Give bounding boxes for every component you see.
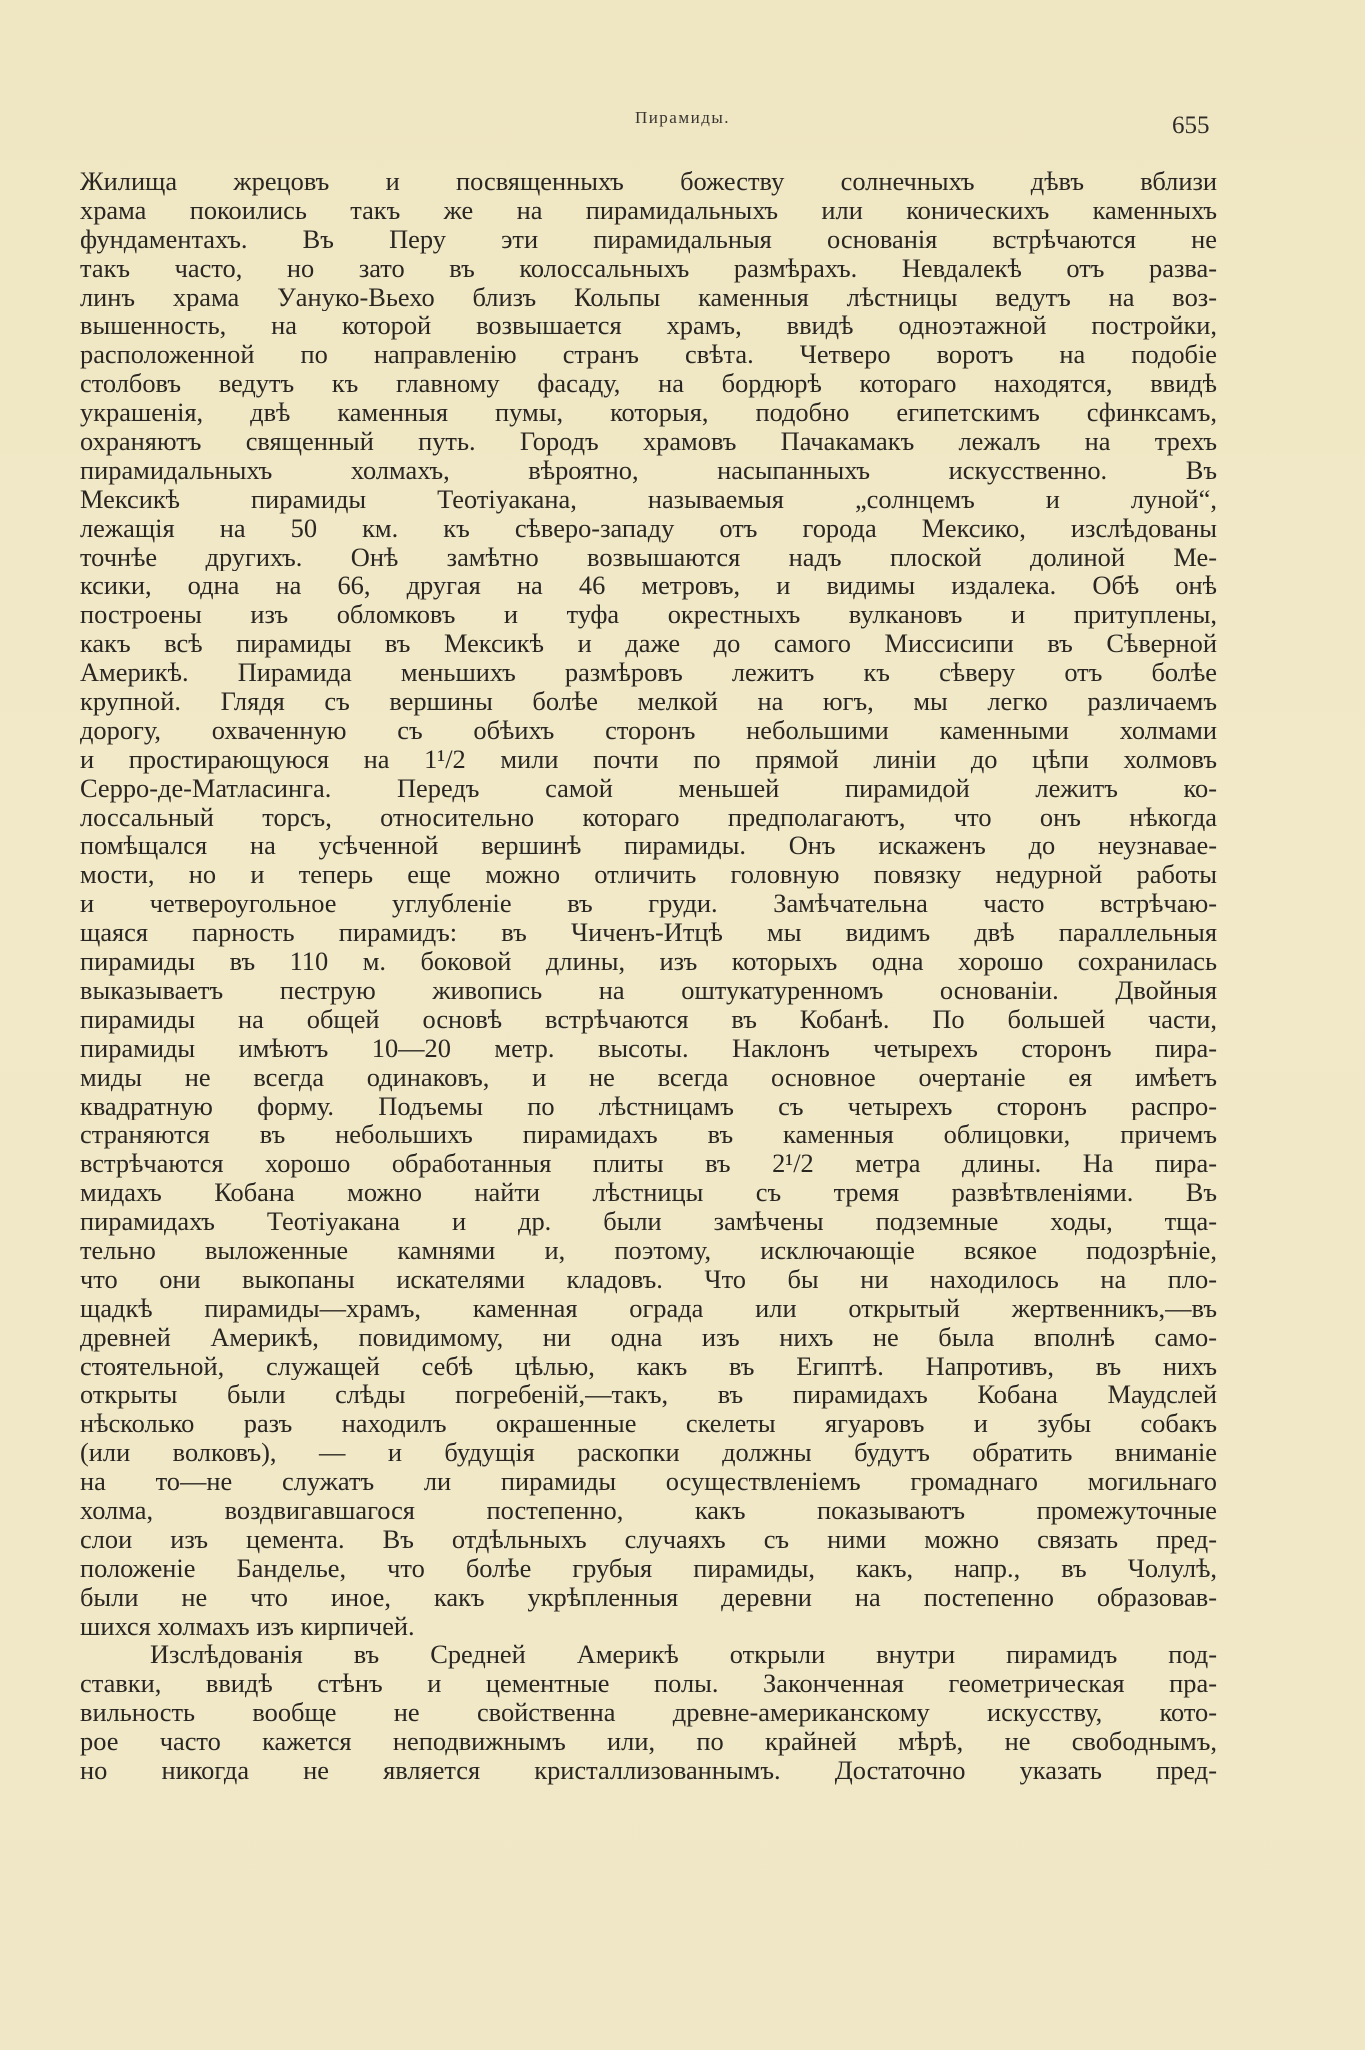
text-line: шихся холмахъ изъ кирпичей. (80, 1611, 415, 1641)
text-line: Серро-де-Матласинга. Передъ самой меньшей пирамидой лежитъ ко- (80, 773, 1217, 803)
text-line: стоятельной, служащей себѣ цѣлью, какъ въ Египтѣ. Напротивъ, въ нихъ (80, 1351, 1217, 1381)
text-line: Америкѣ. Пирамида меньшихъ размѣровъ лежитъ къ сѣверу отъ болѣе (80, 658, 1217, 688)
body-text (80, 167, 1217, 1785)
text-line: какъ всѣ пирамиды въ Мексикѣ и даже до самого Миссисипи въ Сѣверной (80, 629, 1217, 659)
text-line: положеніе Банделье, что болѣе грубыя пирамиды, какъ, напр., въ Чолулѣ, (80, 1553, 1217, 1583)
text-line: (или волковъ), — и будущія раскопки должны будутъ обратить вниманіе (80, 1438, 1217, 1468)
text-line: нѣсколько разъ находилъ окрашенные скелеты ягуаровъ и зубы собакъ (80, 1409, 1217, 1439)
text-line: Жилища жрецовъ и посвященныхъ божеству солнечныхъ дѣвъ вблизи (80, 167, 1217, 196)
text-line: слои изъ цемента. Въ отдѣльныхъ случаяхъ съ ними можно связать пред- (80, 1524, 1217, 1554)
text-line: пирамиды на общей основѣ встрѣчаются въ Кобанѣ. По большей части, (80, 1004, 1217, 1034)
text-line: лоссальный торсъ, относительно котораго предполагаютъ, что онъ нѣкогда (80, 802, 1217, 832)
text-line: вышенность, на которой возвышается храмъ, ввидѣ одноэтажной постройки, (80, 311, 1217, 341)
text-line: встрѣчаются хорошо обработанныя плиты въ 2¹/2 метра длины. На пира- (80, 1149, 1217, 1179)
text-line: ксики, одна на 66, другая на 46 метровъ, и видимы издалека. Обѣ онѣ (80, 571, 1217, 601)
running-title: Пирамиды. (634, 108, 731, 127)
text-line: открыты были слѣды погребеній,—такъ, въ пирамидахъ Кобана Маудслей (80, 1380, 1217, 1410)
text-line: пирамиды имѣютъ 10—20 метр. высоты. Наклонъ четырехъ сторонъ пира- (80, 1033, 1217, 1063)
text-line: расположенной по направленію странъ свѣта. Четверо воротъ на подобіе (80, 340, 1217, 370)
text-line: но никогда не является кристаллизованнымъ. Достаточно указать пред- (80, 1755, 1217, 1785)
text-line: ставки, ввидѣ стѣнъ и цементные полы. Законченная геометрическая пра- (80, 1669, 1217, 1699)
text-line: точнѣе другихъ. Онѣ замѣтно возвышаются надъ плоской долиной Ме- (80, 542, 1217, 572)
text-line: помѣщался на усѣченной вершинѣ пирамиды. Онъ искаженъ до неузнавае- (80, 831, 1217, 861)
paragraph-1 (80, 167, 1217, 1640)
text-line: выказываетъ пеструю живопись на оштукатуренномъ основаніи. Двойныя (80, 975, 1217, 1005)
text-line: построены изъ обломковъ и туфа окрестныхъ вулкановъ и притуплены, (80, 600, 1217, 630)
text-line: тельно выложенные камнями и, поэтому, исключающіе всякое подозрѣніе, (80, 1235, 1217, 1265)
text-line: и четвероугольное углубленіе въ груди. Замѣчательна часто встрѣчаю- (80, 889, 1217, 919)
text-line: холма, воздвигавшагося постепенно, какъ показываютъ промежуточные (80, 1495, 1217, 1525)
text-line: страняются въ небольшихъ пирамидахъ въ каменныя облицовки, причемъ (80, 1120, 1217, 1150)
text-line: столбовъ ведутъ къ главному фасаду, на бордюрѣ котораго находятся, ввидѣ (80, 369, 1217, 399)
text-line: крупной. Глядя съ вершины болѣе мелкой на югъ, мы легко различаемъ (80, 687, 1217, 716)
text-line: квадратную форму. Подъемы по лѣстницамъ съ четырехъ сторонъ распро- (80, 1091, 1217, 1121)
text-line: храма покоились такъ же на пирамидальныхъ или коническихъ каменныхъ (80, 195, 1217, 225)
text-line: Изслѣдованія въ Средней Америкѣ открыли внутри пирамидъ под- (150, 1640, 1217, 1670)
text-line: на то—не служатъ ли пирамиды осуществленіемъ громаднаго могильнаго (80, 1467, 1217, 1496)
text-line: что они выкопаны искателями кладовъ. Что бы ни находилось на пло- (80, 1264, 1217, 1294)
page-number: 655 (1172, 112, 1210, 139)
text-line: миды не всегда одинаковъ, и не всегда основное очертаніе ея имѣетъ (80, 1062, 1217, 1092)
text-line: такъ часто, но зато въ колоссальныхъ размѣрахъ. Невдалекѣ отъ разва- (80, 253, 1217, 283)
text-line: пирамидахъ Теотіуакана и др. были замѣчены подземные ходы, тща- (80, 1207, 1217, 1236)
text-line: охраняютъ священный путь. Городъ храмовъ Пачакамакъ лежалъ на трехъ (80, 427, 1217, 456)
text-line: рое часто кажется неподвижнымъ или, по крайней мѣрѣ, не свободнымъ, (80, 1727, 1217, 1756)
text-line: пирамидальныхъ холмахъ, вѣроятно, насыпанныхъ искусственно. Въ (80, 455, 1217, 485)
text-line: дорогу, охваченную съ обѣихъ сторонъ небольшими каменными холмами (80, 715, 1217, 745)
text-line: щадкѣ пирамиды—храмъ, каменная ограда или открытый жертвенникъ,—въ (80, 1293, 1217, 1323)
text-line: украшенія, двѣ каменныя пумы, которыя, подобно египетскимъ сфинксамъ, (80, 398, 1217, 428)
text-line: лежащія на 50 км. къ сѣверо-западу отъ города Мексико, изслѣдованы (80, 513, 1217, 543)
text-line: древней Америкѣ, повидимому, ни одна изъ нихъ не была вполнѣ само- (80, 1322, 1217, 1352)
text-line: Мексикѣ пирамиды Теотіуакана, называемыя „солнцемъ и луной“, (80, 484, 1217, 514)
text-line: пирамиды въ 110 м. боковой длины, изъ которыхъ одна хорошо сохранилась (80, 947, 1217, 976)
text-line: и простирающуюся на 1¹/2 мили почти по прямой линіи до цѣпи холмовъ (80, 744, 1217, 774)
text-line: линъ храма Уануко-Вьехо близъ Кольпы каменныя лѣстницы ведутъ на воз- (80, 282, 1217, 312)
text-line: щаяся парность пирамидъ: въ Чиченъ-Итцѣ мы видимъ двѣ параллельныя (80, 918, 1217, 948)
paragraph-2 (80, 1640, 1217, 1784)
text-line: были не что иное, какъ укрѣпленныя деревни на постепенно образовав- (80, 1582, 1217, 1612)
text-line: мости, но и теперь еще можно отличить головную повязку недурной работы (80, 860, 1217, 890)
text-line: вильность вообще не свойственна древне-американскому искусству, кото- (80, 1698, 1217, 1728)
text-line: мидахъ Кобана можно найти лѣстницы съ тремя развѣтвленіями. Въ (80, 1178, 1217, 1208)
text-line: фундаментахъ. Въ Перу эти пирамидальныя основанія встрѣчаются не (80, 224, 1217, 254)
